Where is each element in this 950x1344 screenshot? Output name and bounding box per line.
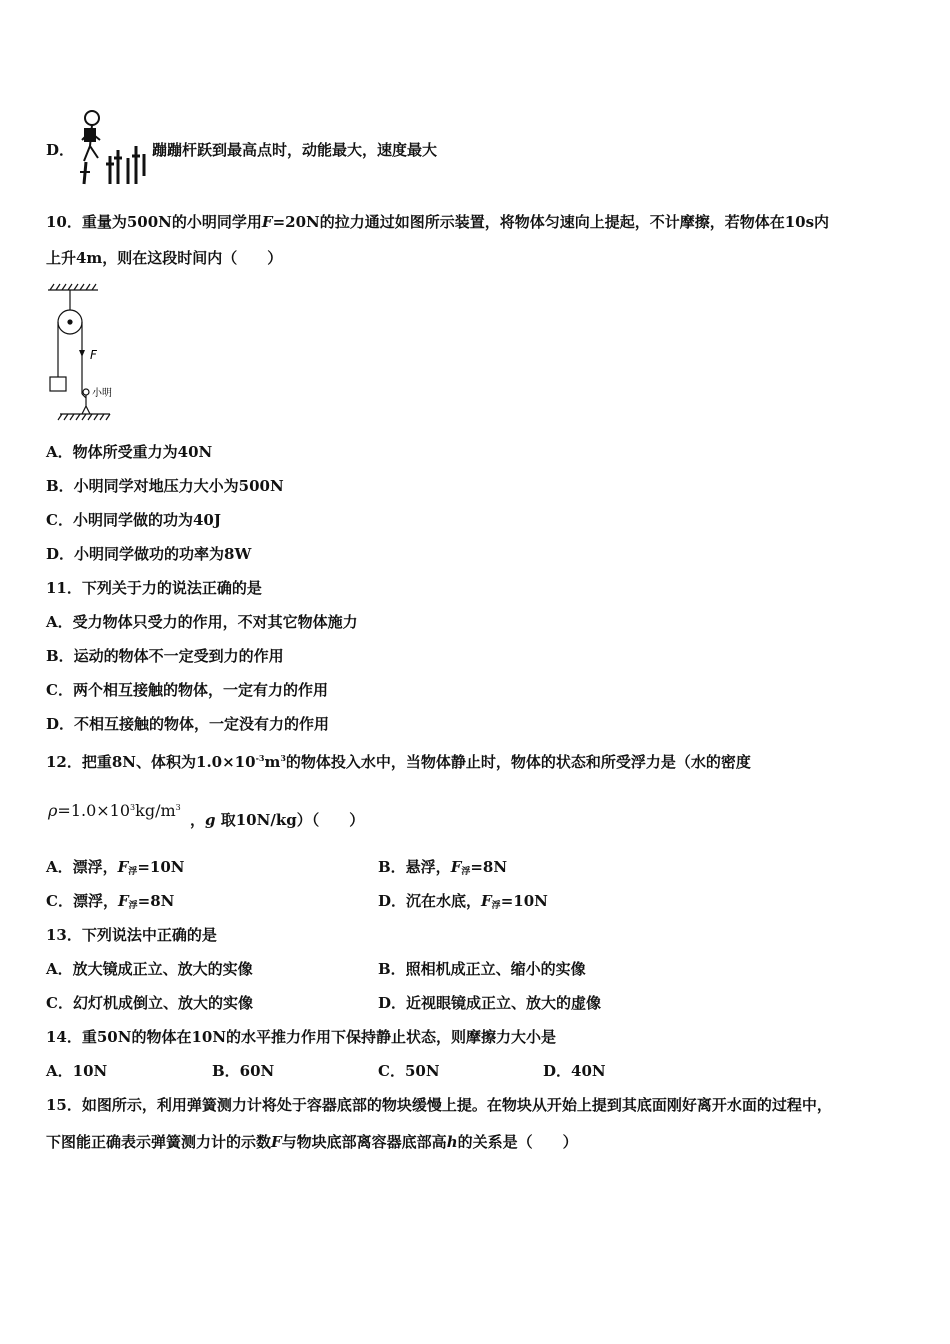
q15-stem-line2: 下图能正确表示弹簧测力计的示数F与物块底部离容器底部高h的关系是（ ）	[46, 1133, 578, 1151]
q9-option-d-text: 蹦蹦杆跃到最高点时，动能最大，速度最大	[152, 141, 438, 159]
q11-stem: 11．下列关于力的说法正确的是	[46, 579, 262, 597]
figure-force-label: F	[90, 348, 97, 362]
q11-option-b: B．运动的物体不一定受到力的作用	[46, 647, 284, 665]
q15-stem-line1: 15．如图所示，利用弹簧测力计将处于容器底部的物块缓慢上提。在物块从开始上提到其底面刚好离开水面的过程中，	[46, 1096, 832, 1114]
figure-person-label: 小明	[92, 388, 112, 399]
q14-option-a: A．10N	[46, 1062, 108, 1080]
q13-stem: 13．下列说法中正确的是	[46, 926, 217, 944]
q12-density-formula: $\rho=1.0\times 10^3kg/m^3$	[48, 801, 181, 820]
q11-option-a: A．受力物体只受力的作用，不对其它物体施力	[46, 613, 358, 631]
q11-option-c: C．两个相互接触的物体，一定有力的作用	[46, 681, 328, 699]
q13-option-c: C．幻灯机成倒立、放大的实像	[46, 994, 253, 1012]
pogo-stick-figure	[74, 106, 150, 190]
q10-option-c: C．小明同学做的功为40J	[46, 511, 221, 529]
q13-option-b: B．照相机成正立、缩小的实像	[378, 960, 586, 978]
q10-stem-line2: 上升4m，则在这段时间内（ ）	[46, 249, 283, 267]
q12-option-c: C．漂浮，$F_浮=8N$	[46, 892, 175, 911]
q13-option-a: A．放大镜成正立、放大的实像	[46, 960, 253, 978]
q11-option-d: D．不相互接触的物体，一定没有力的作用	[46, 715, 330, 733]
q14-option-d: D．40N	[543, 1062, 606, 1080]
q14-option-b: B．60N	[212, 1062, 275, 1080]
q10-option-b: B．小明同学对地压力大小为500N	[46, 477, 284, 495]
q14-stem: 14．重50N的物体在10N的水平推力作用下保持静止状态，则摩擦力大小是	[46, 1028, 557, 1046]
q10-stem-line1: 10．重量为500N的小明同学用F=20N的拉力通过如图所示装置，将物体匀速向上提起，不计摩擦，若物体在10s内	[46, 213, 830, 231]
pulley-figure	[40, 282, 130, 422]
q10-option-d: D．小明同学做功的功率为8W	[46, 545, 252, 563]
q12-option-b: B．悬浮，$F_浮=8N$	[378, 858, 508, 877]
q10-option-a: A．物体所受重力为40N	[46, 443, 213, 461]
q12-stem-line1: 12．把重8N、体积为$1.0\times 10^{-3}m^3$的物体投入水中，当物体静止时，物体的状态和所受浮力是（水的密度	[46, 753, 751, 771]
q14-option-c: C．50N	[378, 1062, 440, 1080]
q9-option-d-label: D．	[46, 141, 75, 159]
q12-stem-line2: ，g 取10N/kg）（ ）	[190, 811, 365, 829]
q12-option-d: D．沉在水底，$F_浮=10N$	[378, 892, 548, 911]
q12-option-a: A．漂浮，$F_浮=10N$	[46, 858, 185, 877]
q13-option-d: D．近视眼镜成正立、放大的虚像	[378, 994, 602, 1012]
